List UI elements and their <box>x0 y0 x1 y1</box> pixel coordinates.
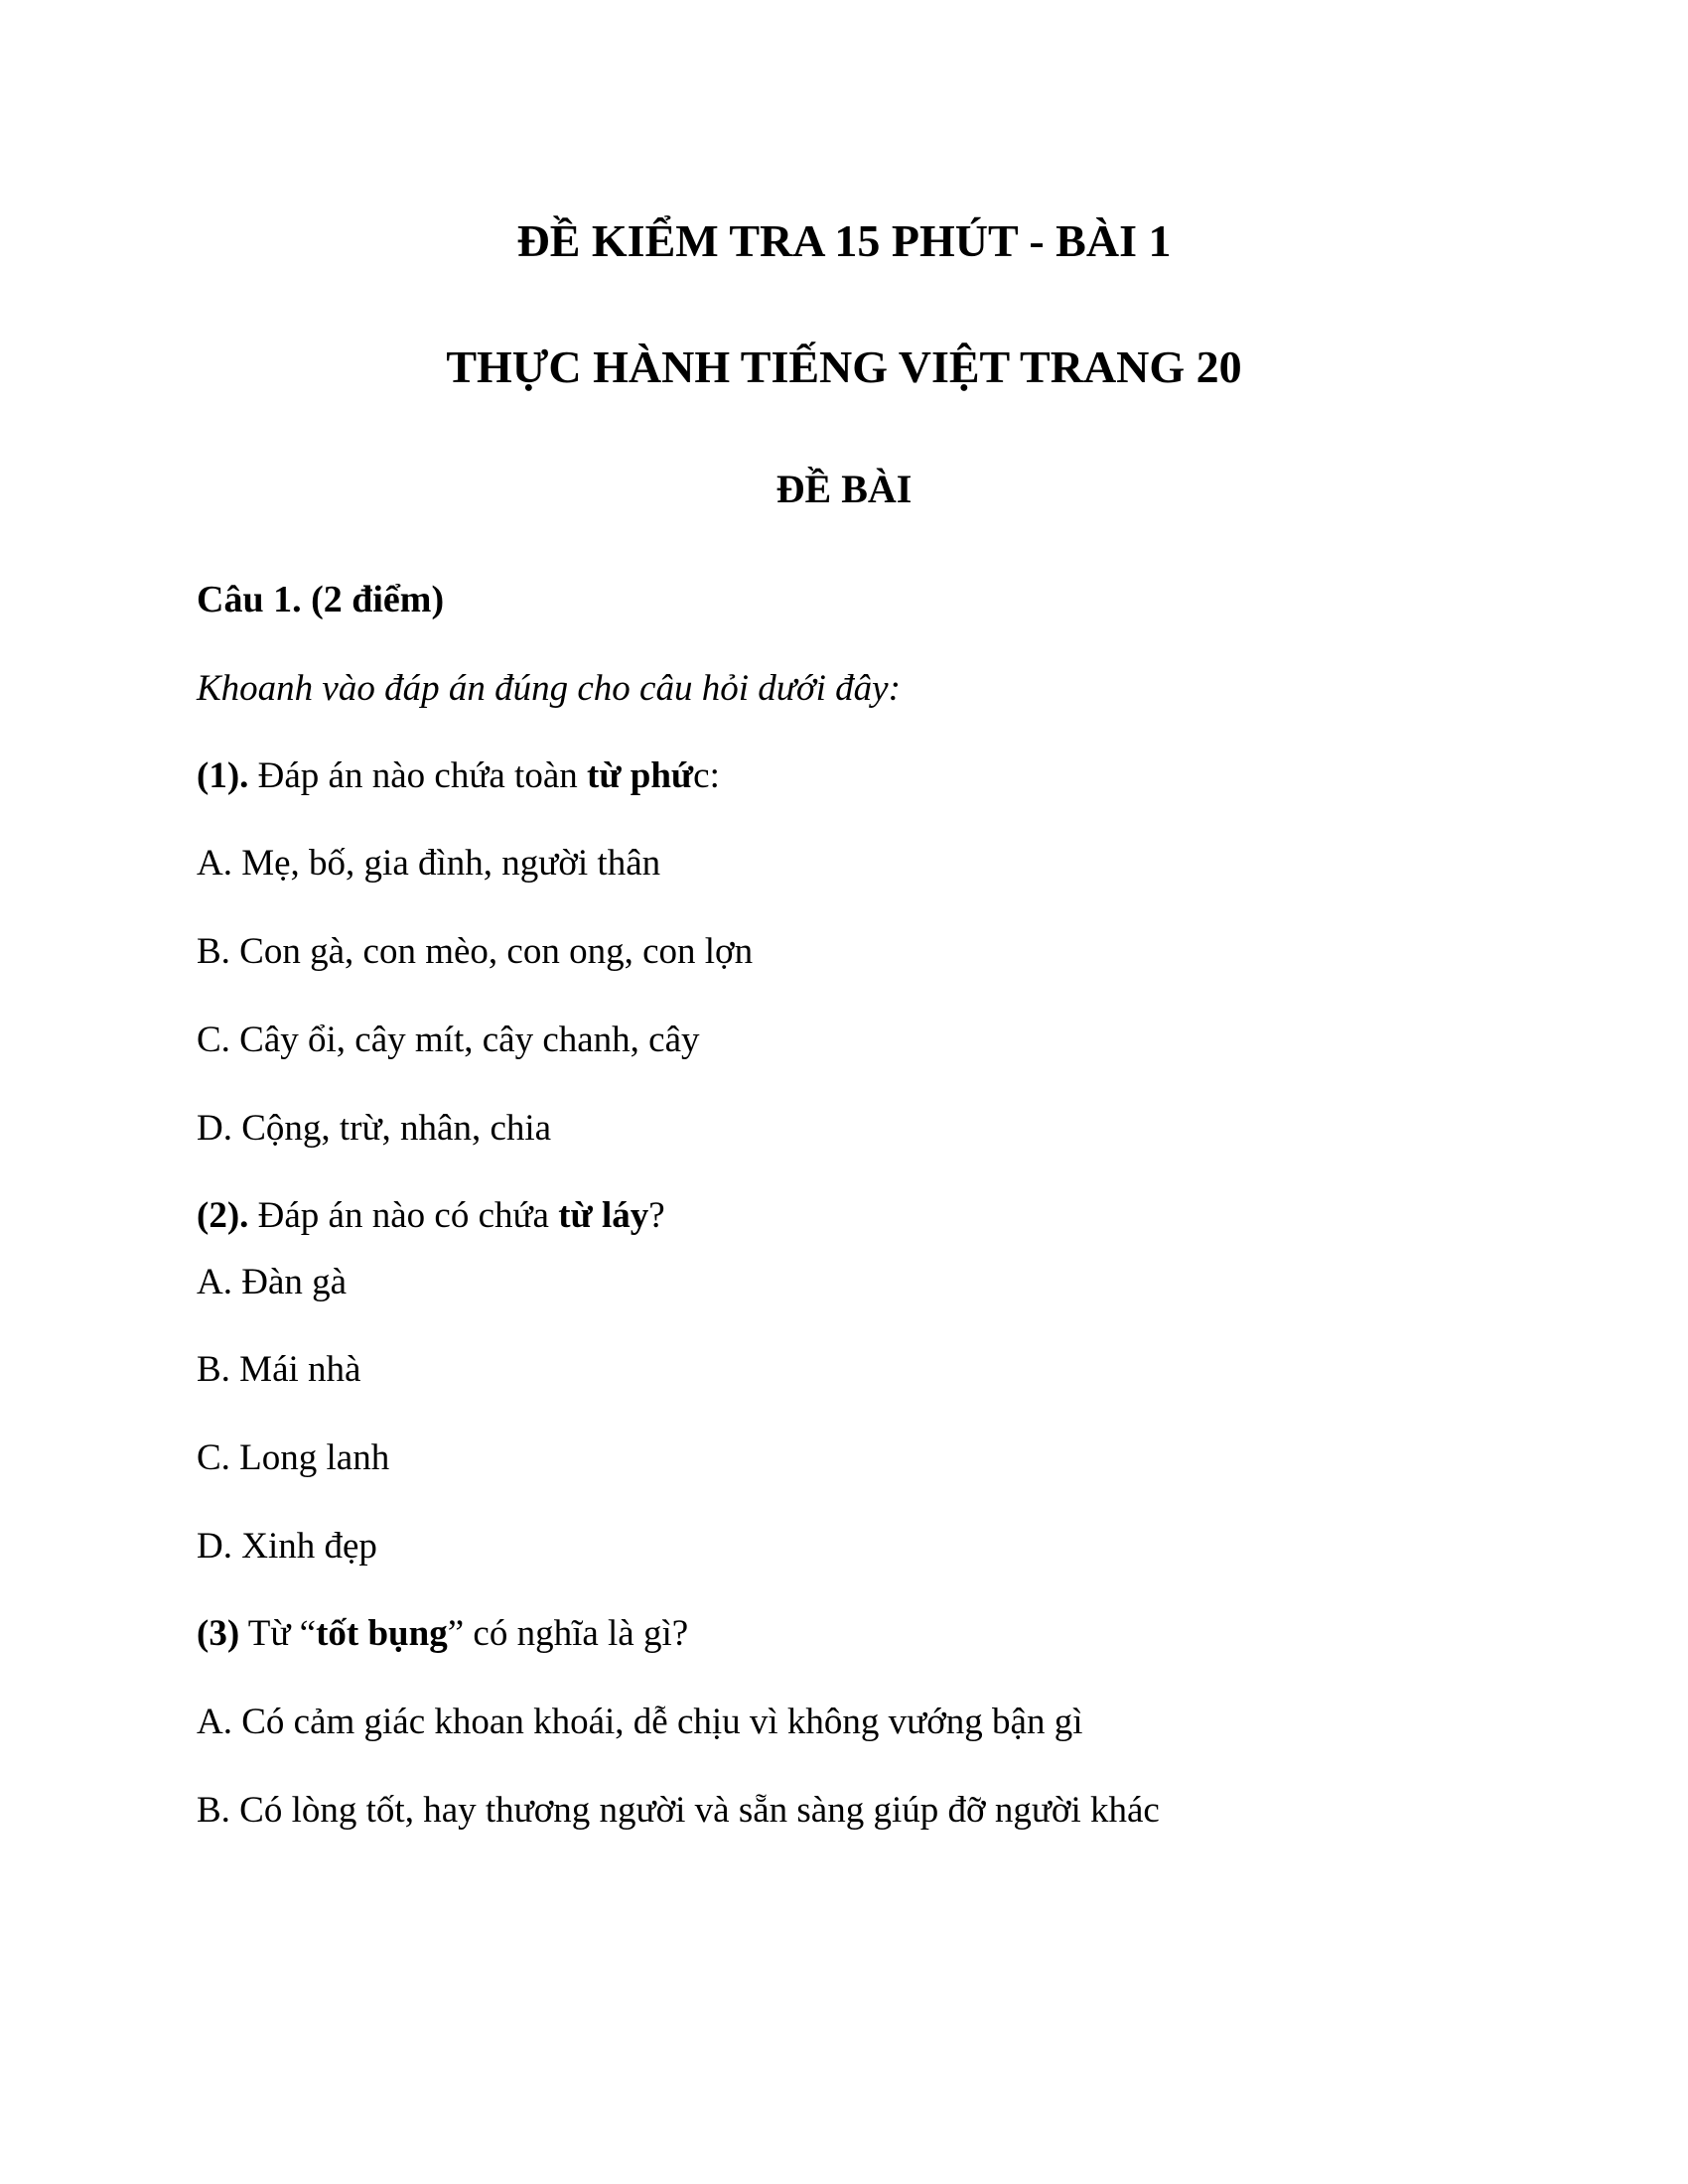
question-instruction: Khoanh vào đáp án đúng cho câu hỏi dưới đây: <box>197 668 901 709</box>
answer-option: C. Long lanh <box>197 1437 390 1478</box>
answer-option: B. Có lòng tốt, hay thương người và sẵn sàng giúp đỡ người khác <box>197 1790 1160 1831</box>
prompt-text: Từ “ <box>239 1613 317 1654</box>
answer-option: A. Có cảm giác khoan khoái, dễ chịu vì không vướng bận gì <box>197 1702 1083 1742</box>
answer-option: B. Mái nhà <box>197 1349 361 1390</box>
prompt-keyword: tốt bụng <box>316 1613 448 1654</box>
prompt-keyword: từ láy <box>558 1195 649 1236</box>
prompt-text: Đáp án nào có chứa <box>248 1195 559 1236</box>
prompt-text-end: c: <box>693 755 720 796</box>
document-title: ĐỀ KIỂM TRA 15 PHÚT - BÀI 1 <box>516 215 1172 266</box>
answer-option: A. Mẹ, bố, gia đình, người thân <box>197 843 661 884</box>
section-heading: ĐỀ BÀI <box>775 467 913 511</box>
prompt-keyword: từ phứ <box>587 755 694 796</box>
sub-question-number: (2). <box>197 1195 249 1236</box>
sub-question-1-prompt <box>197 754 720 798</box>
answer-option: B. Con gà, con mèo, con ong, con lợn <box>197 931 754 972</box>
sub-question-number: (3) <box>197 1613 240 1654</box>
answer-option: D. Xinh đẹp <box>197 1526 377 1567</box>
sub-question-number: (1). <box>197 755 249 796</box>
sub-question-3-prompt <box>197 1612 688 1656</box>
prompt-text-end: ” có nghĩa là gì? <box>447 1613 689 1654</box>
prompt-text-end: ? <box>648 1195 665 1236</box>
document-subtitle: THỰC HÀNH TIẾNG VIỆT TRANG 20 <box>446 341 1242 392</box>
question-heading: Câu 1. (2 điểm) <box>197 579 445 620</box>
prompt-text: Đáp án nào chứa toàn <box>248 755 587 796</box>
answer-option: D. Cộng, trừ, nhân, chia <box>197 1108 552 1149</box>
sub-question-2-prompt <box>197 1194 665 1238</box>
answer-option: C. Cây ổi, cây mít, cây chanh, cây <box>197 1020 700 1060</box>
answer-option: A. Đàn gà <box>197 1262 348 1302</box>
